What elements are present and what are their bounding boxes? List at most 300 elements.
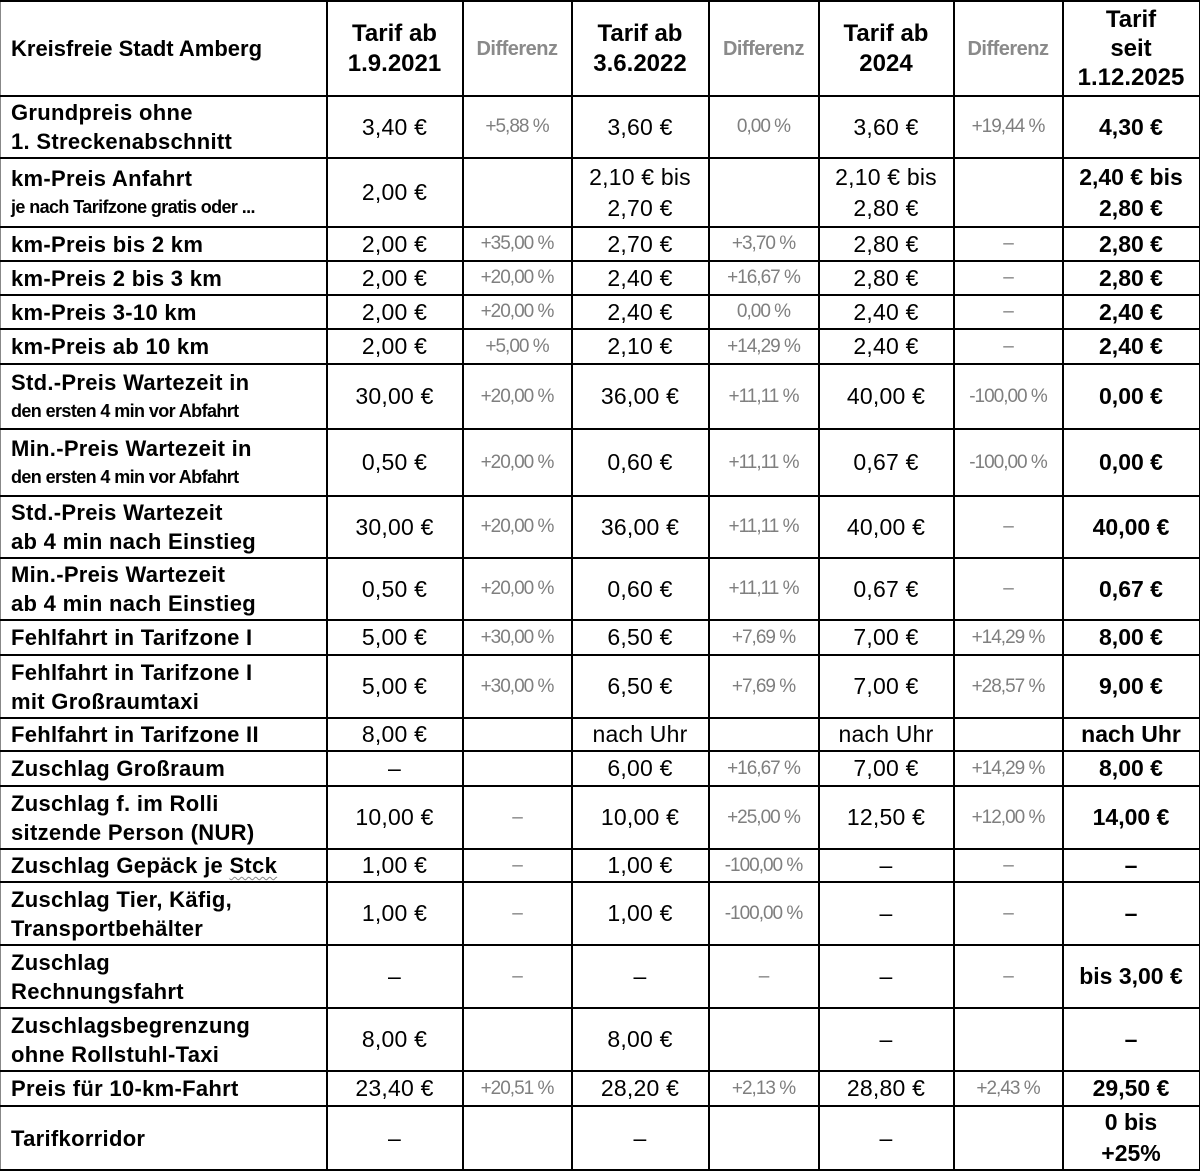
tarif-2022-cell (572, 329, 709, 364)
tarif-2024-cell (819, 261, 954, 295)
tarif-2025-cell (1063, 558, 1200, 620)
tarif-2022-value: – (633, 963, 647, 989)
tarif-2021-value: 30,00 € (355, 513, 434, 540)
row-label-line: den ersten 4 min vor Abfahrt (11, 401, 239, 421)
differenz-2-cell (709, 945, 819, 1008)
differenz-1-value: +30,00 % (480, 626, 554, 648)
row-label (1, 882, 327, 945)
row-label (1, 1008, 327, 1071)
differenz-2-cell (709, 786, 819, 849)
differenz-3-cell (954, 655, 1063, 718)
row-label-line: den ersten 4 min vor Abfahrt (11, 467, 239, 487)
differenz-1-cell (463, 945, 572, 1008)
differenz-1-cell (463, 558, 572, 620)
header-line: Tarif ab (352, 19, 437, 47)
header-line: Differenz (476, 37, 558, 60)
differenz-3-cell (954, 261, 1063, 295)
tarif-2022-cell (572, 158, 709, 227)
tarif-2025-cell (1063, 1106, 1200, 1170)
table-row (1, 429, 1200, 496)
tarif-2021-cell (327, 655, 463, 718)
table-row (1, 496, 1200, 558)
differenz-2-value: 0,00 % (736, 301, 791, 322)
tarif-2025-value: 8,00 € (1099, 755, 1163, 781)
row-label-line: km-Preis 3-10 km (11, 299, 197, 325)
differenz-2-value: +11,11 % (728, 451, 799, 473)
tarif-2024-cell (819, 329, 954, 364)
row-label-line: Zuschlagsbegrenzung (11, 1012, 251, 1038)
tarif-2022-cell (572, 786, 709, 849)
differenz-3-value: – (1003, 902, 1013, 924)
tarif-2025-value: nach Uhr (1081, 721, 1181, 747)
differenz-3-cell (954, 1008, 1063, 1071)
tarif-2025-value: 40,00 € (1092, 513, 1170, 540)
differenz-3-cell (954, 496, 1063, 558)
tarif-2022-cell (572, 295, 709, 329)
tarif-2025-cell (1063, 655, 1200, 718)
row-label-line: km-Preis ab 10 km (11, 334, 210, 359)
table-row (1, 558, 1200, 620)
differenz-1-value: +20,00 % (480, 301, 554, 322)
tarif-2021-cell (327, 364, 463, 429)
table-row (1, 227, 1200, 261)
differenz-3-cell (954, 882, 1063, 945)
table-row (1, 718, 1200, 751)
differenz-1-cell (463, 620, 572, 655)
header-differenz-1 (463, 1, 572, 96)
differenz-1-value: +20,00 % (480, 267, 554, 288)
tarif-2024-value: 2,40 € (853, 298, 919, 325)
tarif-2022-value: nach Uhr (592, 721, 688, 747)
differenz-2-value: +25,00 % (727, 806, 800, 828)
differenz-2-cell (709, 329, 819, 364)
tarif-2024-value: 2,80 € (853, 194, 919, 221)
header-line: Tarif (1105, 6, 1157, 33)
differenz-3-value: +14,29 % (971, 757, 1045, 779)
tarif-2024-value: 3,60 € (853, 113, 919, 140)
table-row (1, 1071, 1200, 1106)
differenz-2-value: +16,67 % (727, 757, 800, 779)
tarif-2025-value: 4,30 € (1099, 113, 1163, 140)
tarif-2021-cell (327, 849, 463, 882)
tarif-2024-value: nach Uhr (838, 721, 934, 747)
differenz-1-cell (463, 786, 572, 849)
differenz-3-value: +2,43 % (976, 1077, 1040, 1099)
row-label (1, 429, 327, 496)
differenz-1-value: – (512, 806, 522, 828)
table-row (1, 96, 1200, 158)
header-tarif-2025 (1063, 1, 1200, 96)
differenz-2-value: +14,29 % (727, 335, 800, 357)
differenz-2-value: +11,11 % (728, 385, 799, 407)
tarif-2025-value: 14,00 € (1092, 804, 1170, 830)
table-row (1, 261, 1200, 295)
tarif-2022-value: 2,10 € bis (589, 163, 691, 190)
tarif-2021-cell (327, 96, 463, 158)
tarif-2022-value: 2,10 € (607, 333, 673, 359)
differenz-1-cell (463, 429, 572, 496)
tarif-2022-value: 36,00 € (600, 383, 680, 409)
differenz-1-cell (463, 1008, 572, 1071)
tarif-2022-cell (572, 655, 709, 718)
differenz-1-cell (463, 655, 572, 718)
row-label-line: Zuschlag Großraum (11, 756, 226, 781)
row-label (1, 751, 327, 786)
tarif-2022-value: 2,70 € (607, 194, 673, 221)
row-label-line: mit Großraumtaxi (11, 688, 200, 714)
differenz-1-value: +20,00 % (480, 578, 554, 599)
tarif-2024-value: 7,00 € (853, 673, 919, 699)
differenz-2-value: -100,00 % (724, 902, 803, 924)
tarif-2024-cell (819, 655, 954, 718)
tarif-2025-cell (1063, 329, 1200, 364)
row-label (1, 718, 327, 751)
differenz-3-value: – (1003, 233, 1013, 254)
tarif-2025-cell (1063, 882, 1200, 945)
tarif-2021-cell (327, 158, 463, 227)
differenz-1-value: +20,51 % (480, 1077, 554, 1099)
tarif-2021-value: 5,00 € (361, 673, 428, 699)
tarif-2022-value: 8,00 € (607, 1026, 673, 1052)
differenz-3-value: – (1003, 965, 1013, 987)
differenz-2-value: +11,11 % (728, 578, 799, 599)
tarif-2024-cell (819, 1071, 954, 1106)
tarif-2025-cell (1063, 496, 1200, 558)
differenz-1-cell (463, 295, 572, 329)
tarif-2025-value: – (1124, 900, 1138, 926)
tarif-2022-value: 2,40 € (607, 264, 673, 291)
row-label-line: Transportbehälter (11, 915, 204, 941)
differenz-3-cell (954, 786, 1063, 849)
tarif-2021-cell (327, 429, 463, 496)
tarif-2021-value: 0,50 € (361, 575, 428, 602)
differenz-3-cell (954, 295, 1063, 329)
differenz-3-cell (954, 227, 1063, 261)
tarif-2021-value: 30,00 € (355, 383, 434, 409)
tarif-2022-value: 36,00 € (600, 513, 680, 540)
tarif-2024-value: 0,67 € (853, 449, 919, 475)
tarif-2024-value: 28,80 € (846, 1075, 926, 1101)
tarif-2025-value: 0 bis (1104, 1109, 1158, 1135)
tarif-2022-value: 10,00 € (600, 804, 680, 830)
header-line: 3.6.2022 (593, 49, 687, 77)
tarif-2025-value: 2,40 € bis (1079, 163, 1183, 190)
table-row (1, 751, 1200, 786)
row-label (1, 227, 327, 261)
tarif-2021-value: 8,00 € (361, 721, 428, 747)
tarif-2021-value: 8,00 € (361, 1026, 428, 1052)
differenz-1-cell (463, 329, 572, 364)
tarif-2022-cell (572, 751, 709, 786)
tarif-2021-cell (327, 261, 463, 295)
tarif-2024-value: 12,50 € (846, 804, 926, 830)
row-label (1, 496, 327, 558)
differenz-1-cell (463, 882, 572, 945)
tarif-2024-value: – (879, 1026, 893, 1052)
differenz-3-cell (954, 718, 1063, 751)
differenz-3-cell (954, 1106, 1063, 1170)
tarif-2022-cell (572, 429, 709, 496)
tarif-2022-value: 3,60 € (607, 113, 673, 140)
differenz-3-value: +14,29 % (971, 626, 1045, 648)
differenz-3-cell (954, 96, 1063, 158)
tarif-2024-value: – (879, 900, 893, 926)
table-row (1, 158, 1200, 227)
row-label (1, 1106, 327, 1170)
tarif-2021-value: 1,00 € (361, 852, 428, 878)
row-label-line: je nach Tarifzone gratis oder ... (11, 197, 255, 217)
tarif-2021-value: 2,00 € (361, 230, 428, 257)
tarif-2022-value: 2,40 € (607, 298, 673, 325)
tarif-2025-value: 0,00 € (1099, 449, 1163, 475)
tarif-2022-cell (572, 496, 709, 558)
differenz-3-value: +19,44 % (971, 116, 1045, 137)
row-label-line: Tarifkorridor (11, 1125, 146, 1151)
row-label-line: ab 4 min nach Einstieg (11, 591, 256, 616)
tarif-2021-cell (327, 945, 463, 1008)
row-label-line: km-Preis 2 bis 3 km (11, 265, 223, 291)
tarif-2025-cell (1063, 364, 1200, 429)
row-label-line: Fehlfahrt in Tarifzone I (11, 625, 253, 650)
tarif-2025-cell (1063, 849, 1200, 882)
row-label (1, 1071, 327, 1106)
row-label-line: Std.-Preis Wartezeit (11, 500, 223, 525)
header-region (1, 1, 327, 96)
differenz-2-cell (709, 849, 819, 882)
differenz-2-value: -100,00 % (724, 854, 803, 876)
differenz-2-cell (709, 429, 819, 496)
differenz-3-cell (954, 558, 1063, 620)
tarif-2022-cell (572, 849, 709, 882)
tarif-2021-value: – (388, 963, 401, 989)
row-label-line: Min.-Preis Wartezeit in (11, 436, 252, 461)
tarif-2024-cell (819, 718, 954, 751)
tarif-2021-cell (327, 295, 463, 329)
differenz-2-value: +11,11 % (728, 516, 799, 537)
tarif-2022-cell (572, 227, 709, 261)
row-label-line: Std.-Preis Wartezeit in (11, 370, 250, 395)
tarif-2025-value: +25% (1101, 1140, 1161, 1166)
tarif-2022-value: 6,50 € (607, 624, 673, 650)
tarif-2025-value: 9,00 € (1099, 673, 1163, 699)
differenz-2-value: +7,69 % (731, 626, 796, 648)
row-label (1, 849, 327, 882)
row-label (1, 364, 327, 429)
tarif-2024-cell (819, 295, 954, 329)
differenz-2-cell (709, 1071, 819, 1106)
tarif-2021-value: 1,00 € (361, 900, 428, 926)
tarif-2024-cell (819, 751, 954, 786)
tarif-2024-value: 2,80 € (853, 264, 919, 291)
row-label-line: Stck (229, 853, 278, 878)
differenz-1-cell (463, 261, 572, 295)
differenz-2-cell (709, 1008, 819, 1071)
tarif-2024-cell (819, 227, 954, 261)
tarif-2024-cell (819, 849, 954, 882)
tarif-2024-cell (819, 158, 954, 227)
tarif-2025-cell (1063, 751, 1200, 786)
row-label (1, 620, 327, 655)
row-label-line: Fehlfahrt in Tarifzone II (11, 722, 259, 747)
differenz-1-value: +20,00 % (480, 451, 554, 473)
differenz-2-value: +16,67 % (727, 267, 800, 288)
table-row (1, 364, 1200, 429)
differenz-1-cell (463, 227, 572, 261)
differenz-1-cell (463, 718, 572, 751)
differenz-2-cell (709, 882, 819, 945)
differenz-1-value: – (512, 965, 522, 987)
tarif-2024-cell (819, 945, 954, 1008)
tarif-2024-cell (819, 96, 954, 158)
differenz-3-cell (954, 329, 1063, 364)
tarif-2021-value: 2,00 € (361, 179, 428, 205)
tarif-2021-value: 23,40 € (355, 1075, 434, 1101)
tarif-2021-value: – (388, 1124, 401, 1151)
row-label-line: Zuschlag f. im Rolli (11, 790, 219, 816)
tarif-2022-cell (572, 882, 709, 945)
header-region-label: Kreisfreie Stadt Amberg (11, 35, 263, 61)
header-differenz-3 (954, 1, 1063, 96)
differenz-3-value: +28,57 % (971, 675, 1045, 697)
tarif-2024-cell (819, 620, 954, 655)
tarif-2021-cell (327, 786, 463, 849)
differenz-3-value: – (1003, 335, 1013, 357)
tarif-2022-value: 6,00 € (607, 755, 673, 781)
tarif-2024-cell (819, 786, 954, 849)
tarif-2025-cell (1063, 945, 1200, 1008)
differenz-3-value: – (1003, 301, 1013, 322)
tarif-2021-cell (327, 751, 463, 786)
row-label-line: Min.-Preis Wartezeit (11, 562, 226, 587)
tarif-2022-cell (572, 620, 709, 655)
tarif-2021-value: – (388, 755, 401, 781)
differenz-3-value: – (1003, 854, 1013, 876)
header-line: 1.12.2025 (1077, 64, 1185, 91)
tarif-2022-cell (572, 558, 709, 620)
tarif-2025-value: – (1124, 1026, 1138, 1052)
differenz-3-cell (954, 429, 1063, 496)
tarif-2024-cell (819, 558, 954, 620)
tarif-2021-value: 2,00 € (361, 333, 428, 359)
tarif-2024-value: 7,00 € (853, 755, 919, 781)
tarif-2024-value: 40,00 € (846, 383, 926, 409)
row-label-line: Preis für 10-km-Fahrt (11, 1076, 239, 1101)
tarif-2025-value: 2,40 € (1099, 298, 1163, 325)
header-tarif-2024 (819, 1, 954, 96)
differenz-1-cell (463, 849, 572, 882)
differenz-2-value: +2,13 % (731, 1077, 796, 1099)
tarif-2025-cell (1063, 261, 1200, 295)
tarif-2022-value: 0,60 € (607, 575, 673, 602)
differenz-2-value: – (758, 965, 769, 987)
differenz-3-value: – (1003, 516, 1013, 537)
row-label-line: ab 4 min nach Einstieg (11, 529, 256, 554)
row-label (1, 329, 327, 364)
header-tarif-2021 (327, 1, 463, 96)
tarif-2022-cell (572, 96, 709, 158)
table-row (1, 786, 1200, 849)
differenz-2-cell (709, 227, 819, 261)
differenz-3-value: – (1003, 578, 1013, 599)
differenz-2-cell (709, 261, 819, 295)
differenz-2-value: 0,00 % (736, 116, 791, 137)
differenz-1-cell (463, 158, 572, 227)
tarif-2022-value: – (633, 1124, 647, 1151)
tarif-2021-cell (327, 496, 463, 558)
row-label-line: Zuschlag (11, 949, 110, 975)
tarif-2021-cell (327, 1106, 463, 1170)
tarif-2025-value: 2,80 € (1099, 194, 1163, 221)
tarif-2025-cell (1063, 429, 1200, 496)
tarif-2025-cell (1063, 1008, 1200, 1071)
tarif-2025-cell (1063, 620, 1200, 655)
tarif-2024-value: – (879, 963, 893, 989)
differenz-3-cell (954, 945, 1063, 1008)
differenz-2-cell (709, 96, 819, 158)
row-label-line: Zuschlag Gepäck je (11, 853, 230, 878)
table-row (1, 882, 1200, 945)
tarif-2022-cell (572, 1071, 709, 1106)
row-label-line: sitzende Person (NUR) (11, 819, 255, 845)
differenz-3-value: -100,00 % (969, 451, 1047, 473)
row-label-line: Rechnungsfahrt (11, 978, 184, 1004)
differenz-3-cell (954, 751, 1063, 786)
tarif-2022-cell (572, 261, 709, 295)
tarif-2022-value: 0,60 € (607, 449, 673, 475)
tarif-2022-value: 6,50 € (607, 673, 673, 699)
tarif-2024-value: 0,67 € (853, 575, 919, 602)
differenz-3-cell (954, 620, 1063, 655)
differenz-2-cell (709, 558, 819, 620)
differenz-1-cell (463, 96, 572, 158)
row-label-line: Fehlfahrt in Tarifzone I (11, 659, 253, 685)
tarif-2025-cell (1063, 295, 1200, 329)
tarif-2021-cell (327, 882, 463, 945)
tarif-2022-value: 1,00 € (607, 852, 673, 878)
row-label-line: km-Preis Anfahrt (11, 166, 193, 191)
tarif-2024-value: 2,10 € bis (835, 163, 937, 190)
differenz-1-value: – (512, 902, 522, 924)
tarif-2025-value: – (1124, 852, 1138, 878)
differenz-1-value: +35,00 % (480, 233, 554, 254)
header-differenz-2 (709, 1, 819, 96)
tarif-2025-value: 2,40 € (1099, 333, 1163, 359)
tarif-2021-value: 3,40 € (361, 113, 428, 140)
tarif-2025-value: 8,00 € (1099, 624, 1163, 650)
header-line: Differenz (967, 37, 1049, 60)
row-label (1, 558, 327, 620)
differenz-2-cell (709, 1106, 819, 1170)
differenz-2-value: +3,70 % (731, 233, 796, 254)
differenz-3-value: -100,00 % (969, 385, 1047, 407)
differenz-1-cell (463, 364, 572, 429)
row-label (1, 786, 327, 849)
tarif-2024-cell (819, 882, 954, 945)
row-label (1, 261, 327, 295)
differenz-3-cell (954, 849, 1063, 882)
header-line: 1.9.2021 (347, 49, 442, 77)
tarif-2025-value: 0,00 € (1099, 383, 1163, 409)
differenz-2-cell (709, 751, 819, 786)
differenz-1-value: +5,00 % (485, 335, 549, 357)
tarif-2024-cell (819, 496, 954, 558)
tarif-2021-cell (327, 329, 463, 364)
row-label-line: km-Preis bis 2 km (11, 231, 204, 257)
table-row (1, 655, 1200, 718)
differenz-2-cell (709, 655, 819, 718)
row-label-line: 1. Streckenabschnitt (11, 129, 233, 154)
tarif-2022-cell (572, 364, 709, 429)
